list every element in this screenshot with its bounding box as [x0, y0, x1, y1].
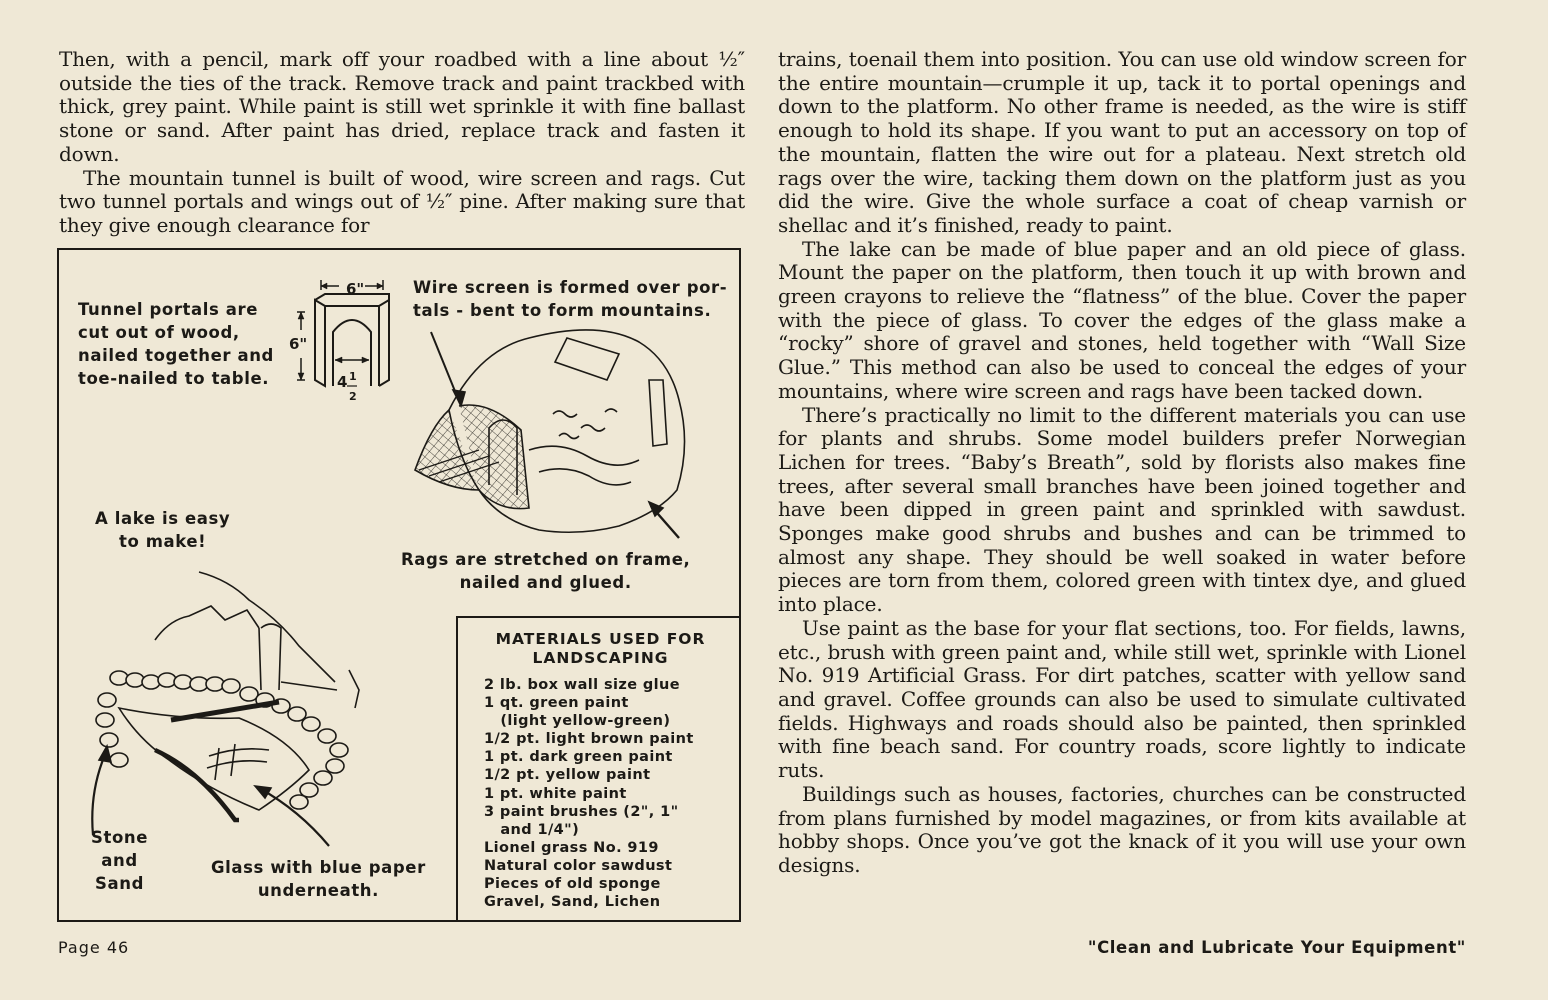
right-column-text — [778, 48, 1466, 878]
caption-lake: A lake is easy to make! — [95, 509, 231, 551]
materials-list — [484, 676, 694, 911]
page-number: Page 46 — [58, 938, 130, 957]
list-item: 1 qt. green paint — [484, 695, 629, 712]
list-item: Pieces of old sponge — [484, 876, 661, 893]
list-item: 2 lb. box wall size glue — [484, 677, 680, 693]
paragraph-roadbed: Then, with a pencil, mark off your roadbed with a line about ½″ outside the ties of the track. Remove track and paint trackbed with thick, grey paint. While paint is still wet sprinkle it with fine ballast stone or sand. After paint has dried, replace track and fasten it down. — [59, 47, 745, 166]
paragraph-paint: Use paint as the base for your flat sections, too. For fields, lawns, etc., brush with green paint and, while still wet, sprinkle with Lionel No. 919 Artificial Grass. For dirt patches, scatter with yellow sand and gravel. Coffee grounds can also be used to simulate cultivated fields. Highways and roads should also be painted, then sprinkled with fine beach sand. For country roads, score lightly to indicate ruts. — [778, 615, 1466, 783]
list-item: Gravel, Sand, Lichen — [484, 894, 661, 911]
list-item: Natural color sawdust — [484, 857, 673, 874]
caption-wire-screen: Wire screen is formed over por- tals - bent to form mountains. — [413, 278, 728, 320]
caption-glass: Glass with blue paper underneath. — [211, 858, 426, 900]
list-item: 1/2 pt. yellow paint — [484, 767, 651, 784]
caption-rags: Rags are stretched on frame, nailed and glued. — [401, 550, 691, 592]
lake-icon — [92, 572, 359, 846]
list-item: Lionel grass No. 919 — [484, 839, 659, 856]
paragraph-mountain-screen: trains, toenail them into position. You can use old window screen for the entire mountain—crumple it up, tack it to portal openings and down to the platform. No other frame is needed, as the wire is stiff enough to hold its shape. If you want to put an accessory on top of the mountain, flatten the wire out for a plateau. Next stretch old rags over the wire, tacking them down on the platform just as you did the wire. Give the whole surface a coat of cheap varnish or shellac and it’s finished, ready to paint. — [778, 47, 1466, 237]
tunnel-portal-icon — [297, 280, 389, 386]
materials-box — [456, 616, 741, 922]
paragraph-lake: The lake can be made of blue paper and an old piece of glass. Mount the paper on the platform, then touch it up with brown and green crayons to relieve the “flatness” of the blue. Cover the paper with the piece of glass. To cover the edges of the glass make a “rocky” shore of gravel and stones, held together with “Wall Size Glue.” This method can also be used to conceal the edges of your mountains, where wire screen and rags have been tacked down. — [778, 236, 1466, 403]
materials-title: MATERIALS USED FOR LANDSCAPING — [495, 630, 706, 667]
caption-stone-sand: Stone and Sand — [91, 828, 149, 893]
paragraph-buildings: Buildings such as houses, factories, churches can be constructed from plans furnished by model magazines, or from kits available at hobby shops. Once you’ve got the knack of it you will use your own designs. — [778, 781, 1466, 877]
landscaping-illustration — [57, 248, 741, 922]
svg-text:2: 2 — [349, 390, 357, 403]
paragraph-plants: There’s practically no limit to the different materials you can use for plants and shrubs. Some model builders prefer Norwegian Lichen for trees. “Baby’s Breath”, sold by florists also makes fine trees, after several small branches have been joined together and have been dipped in green paint and sprinkled with sawdust. Sponges make good shrubs and bushes and can be trimmed to almost any shape. They should be well soaked in water before pieces are torn from them, colored green with tintex dye, and glued into place. — [778, 402, 1466, 617]
list-item: and 1/4") — [484, 821, 580, 838]
list-item: 1 pt. dark green paint — [484, 749, 673, 766]
svg-text:6": 6" — [346, 280, 365, 298]
svg-text:1: 1 — [349, 370, 357, 383]
svg-text:4: 4 — [337, 373, 348, 391]
list-item: (light yellow-green) — [484, 713, 671, 730]
list-item: 3 paint brushes (2", 1" — [484, 803, 679, 820]
list-item: 1/2 pt. light brown paint — [484, 731, 694, 748]
left-column-text — [59, 48, 745, 238]
caption-tunnel-portals: Tunnel portals are cut out of wood, nailed together and toe-nailed to table. — [78, 300, 274, 388]
svg-text:6": 6" — [289, 335, 308, 353]
paragraph-mountain-tunnel: The mountain tunnel is built of wood, wire screen and rags. Cut two tunnel portals and wings out of ½″ pine. After making sure that they give enough clearance for — [59, 165, 745, 237]
list-item: 1 pt. white paint — [484, 785, 627, 802]
footer-slogan: "Clean and Lubricate Your Equipment" — [1087, 938, 1466, 957]
mountain-icon — [415, 330, 685, 538]
